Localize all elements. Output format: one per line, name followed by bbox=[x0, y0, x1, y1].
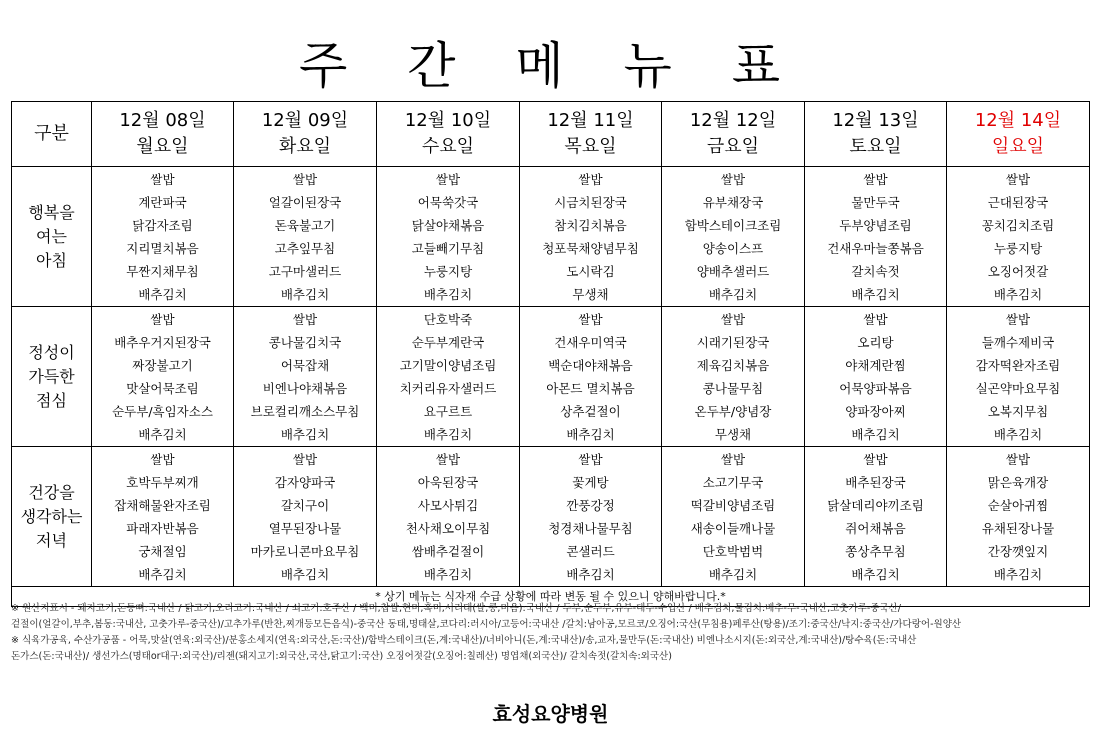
menu-item: 고기말이양념조림 bbox=[399, 358, 497, 373]
menu-item: 잡채해물완자조림 bbox=[114, 498, 211, 513]
menu-item: 청경채나물무침 bbox=[548, 521, 633, 536]
menu-item: 제육김치볶음 bbox=[696, 358, 770, 373]
menu-item: 오징어젓갈 bbox=[987, 264, 1049, 279]
origin-note-line: 겉절이(얼갈이,부추,봄동:국내산, 고춧가루-중국산)/고추가루(반찬,찌개등모든음식)-중국산 동태,명태살,코다리:러시아/고등어:국내산 /갈치:남아공,모르코/오징어:국산(무침용)페루산(탕용)/조기:중국산/낙지:중국산/가다랑어-원양산 bbox=[11, 619, 962, 630]
menu-item: 새송이들깨나물 bbox=[690, 521, 776, 536]
menu-item: 무짠지채무침 bbox=[126, 264, 199, 279]
menu-item: 배추김치 bbox=[280, 567, 330, 582]
menu-item: 상추겉절이 bbox=[560, 404, 621, 419]
menu-item: 쌀밥 bbox=[292, 452, 318, 467]
menu-item: 배추김치 bbox=[138, 287, 187, 302]
menu-item: 배추우거지된장국 bbox=[114, 335, 211, 350]
meal-label-line: 아침 bbox=[36, 250, 67, 270]
meal-label-line: 생각하는 bbox=[20, 506, 83, 526]
category-header: 구분 bbox=[12, 102, 92, 167]
menu-item: 순살아귀찜 bbox=[987, 498, 1049, 513]
menu-item: 비엔나야채볶음 bbox=[262, 381, 348, 396]
menu-item: 닭살야채볶음 bbox=[411, 218, 485, 233]
meal-label-line: 여는 bbox=[36, 226, 67, 246]
menu-item: 배추김치 bbox=[138, 427, 187, 442]
menu-item: 감자떡완자조림 bbox=[975, 358, 1061, 373]
day-weekday: 수요일 bbox=[421, 136, 475, 157]
meal-label-line: 점심 bbox=[36, 390, 67, 410]
menu-item: 열무된장나물 bbox=[268, 521, 342, 536]
menu-item: 브로컬리깨소스무침 bbox=[250, 404, 360, 419]
menu-cell bbox=[662, 307, 805, 447]
menu-item: 쌀밥 bbox=[720, 172, 746, 187]
menu-cell bbox=[947, 167, 1090, 307]
menu-item: 갈치속젓 bbox=[851, 264, 900, 279]
day-date: 12월 08일 bbox=[119, 110, 206, 131]
menu-item: 마카로니콘마요무침 bbox=[250, 544, 360, 559]
menu-item: 고들빼기무침 bbox=[411, 241, 485, 256]
day-weekday: 일요일 bbox=[991, 136, 1045, 157]
day-header bbox=[662, 102, 805, 167]
meal-label-line: 건강을 bbox=[28, 482, 75, 502]
menu-item: 돈육불고기 bbox=[274, 218, 336, 233]
menu-item: 함박스테이크조림 bbox=[684, 218, 782, 233]
day-weekday: 월요일 bbox=[136, 136, 189, 157]
menu-item: 아몬드 멸치볶음 bbox=[546, 381, 635, 396]
menu-item: 근대된장국 bbox=[987, 195, 1049, 210]
menu-item: 쌀밥 bbox=[1005, 172, 1031, 187]
menu-item: 계란파국 bbox=[138, 195, 187, 210]
menu-item: 배추김치 bbox=[280, 287, 330, 302]
menu-item: 간장깻잎지 bbox=[987, 544, 1049, 559]
origin-note-line: ※ 식육가공육, 수산가공품 - 어묵,맛살(연육:외국산)/분홍소세지(연육:외국산,돈:국산)/함박스테이크(돈,계:국내산)/너비아니(돈,계:국내산)/송,교자,물만두(돈:국내산) 비엔나소시지(돈:외국산,계:국내산)/탕수육(돈:국내산 bbox=[11, 635, 917, 646]
day-header bbox=[805, 102, 947, 167]
menu-item: 누룽지탕 bbox=[423, 264, 473, 279]
menu-item: 배추김치 bbox=[993, 287, 1043, 302]
menu-item: 닭살데리야끼조림 bbox=[827, 498, 924, 513]
page-title: 주 간 메 뉴 표 bbox=[298, 37, 803, 95]
menu-cell bbox=[520, 447, 662, 587]
meal-row bbox=[12, 167, 1090, 307]
menu-item: 천사채오이무침 bbox=[405, 521, 491, 536]
menu-item: 양파장아찌 bbox=[845, 404, 906, 419]
menu-item: 소고기무국 bbox=[702, 475, 764, 490]
menu-item: 백순대야채볶음 bbox=[548, 358, 633, 373]
menu-cell bbox=[947, 307, 1090, 447]
menu-item: 얼갈이된장국 bbox=[268, 195, 342, 210]
menu-cell bbox=[947, 447, 1090, 587]
menu-item: 순두부계란국 bbox=[411, 335, 485, 350]
menu-cell bbox=[377, 167, 520, 307]
menu-item: 고추잎무침 bbox=[274, 241, 336, 256]
menu-item: 쌀밥 bbox=[435, 452, 461, 467]
menu-item: 물만두국 bbox=[851, 195, 900, 210]
menu-item: 배추김치 bbox=[851, 567, 900, 582]
menu-item: 단호박범벅 bbox=[702, 544, 764, 559]
menu-cell bbox=[92, 167, 234, 307]
day-weekday: 화요일 bbox=[278, 136, 332, 157]
menu-item: 감자양파국 bbox=[274, 475, 336, 490]
menu-item: 어묵양파볶음 bbox=[839, 381, 912, 396]
day-date: 12월 14일 bbox=[974, 110, 1062, 131]
menu-item: 쌀밥 bbox=[863, 452, 888, 467]
meal-label-line: 저녁 bbox=[36, 530, 67, 550]
menu-item: 배추김치 bbox=[423, 567, 473, 582]
menu-cell bbox=[805, 447, 947, 587]
day-date: 12월 12일 bbox=[689, 110, 777, 131]
menu-cell bbox=[234, 167, 377, 307]
menu-item: 두부양념조림 bbox=[839, 218, 912, 233]
menu-item: 순두부/흑임자소스 bbox=[112, 404, 213, 419]
origin-notes bbox=[11, 601, 1089, 665]
weekly-menu-table bbox=[11, 101, 1090, 607]
menu-item: 콘샐러드 bbox=[566, 544, 615, 559]
menu-cell bbox=[805, 167, 947, 307]
menu-item: 유채된장나물 bbox=[981, 521, 1055, 536]
day-date: 12월 13일 bbox=[832, 110, 919, 131]
menu-item: 청포묵채양념무침 bbox=[542, 241, 639, 256]
menu-item: 고구마샐러드 bbox=[268, 264, 342, 279]
menu-cell bbox=[805, 307, 947, 447]
hospital-name: 효성요양병원 bbox=[492, 702, 609, 726]
meal-label bbox=[12, 167, 92, 307]
menu-cell bbox=[662, 447, 805, 587]
menu-item: 맛살어묵조림 bbox=[126, 381, 199, 396]
menu-item: 무생채 bbox=[572, 287, 609, 302]
menu-item: 배추김치 bbox=[851, 287, 900, 302]
day-header bbox=[377, 102, 520, 167]
day-date: 12월 11일 bbox=[547, 110, 634, 131]
menu-item: 떡갈비양념조림 bbox=[690, 498, 776, 513]
menu-item: 맑은육개장 bbox=[987, 475, 1049, 490]
menu-item: 실곤약마요무침 bbox=[975, 381, 1061, 396]
meal-label bbox=[12, 447, 92, 587]
menu-item: 쌀밥 bbox=[292, 172, 318, 187]
origin-note-line: 돈가스(돈:국내산)/ 생선가스(명태or대구:외국산)/리젠(돼지고기:외국산,국산,닭고기:국산) 오징어젓갈(오징어:칠레산) 명엽채(외국산)/ 갈치속젓(갈치속:외국산) bbox=[11, 651, 672, 662]
menu-item: 오복지무침 bbox=[987, 404, 1049, 419]
day-header bbox=[92, 102, 234, 167]
menu-item: 꽁치김치조림 bbox=[981, 218, 1055, 233]
menu-item: 콩나물무침 bbox=[702, 381, 764, 396]
menu-item: 배추김치 bbox=[708, 567, 758, 582]
menu-item: 시금치된장국 bbox=[554, 195, 627, 210]
menu-item: 배추김치 bbox=[566, 567, 615, 582]
day-weekday: 금요일 bbox=[706, 136, 760, 157]
meal-label-line: 정성이 bbox=[28, 342, 75, 362]
menu-item: 쌀밥 bbox=[292, 312, 318, 327]
menu-item: 쌀밥 bbox=[150, 452, 175, 467]
menu-cell bbox=[234, 307, 377, 447]
menu-item: 쌀밥 bbox=[863, 172, 888, 187]
menu-item: 쌀밥 bbox=[578, 172, 603, 187]
header-row bbox=[12, 102, 1090, 167]
menu-item: 오리탕 bbox=[857, 335, 894, 350]
menu-item: 무생채 bbox=[714, 427, 752, 442]
day-header bbox=[947, 102, 1090, 167]
meal-label-line: 가득한 bbox=[28, 366, 75, 386]
meal-label-line: 행복을 bbox=[28, 202, 75, 222]
menu-item: 배추김치 bbox=[566, 427, 615, 442]
origin-note-line: ※ 원산지표시 - 돼지고기,돈등뼈:국내산 / 닭고기,오리고기:국내산 / 쇠고기:호주산 / 백미,찹쌀,현미,흑미,서리태(쌀,콩,미음):국내산 / 두부,순두부,유부-대두-수입산 / 배추김치,물김치:배추-무-국내산,고춧가루-중국산/ bbox=[11, 603, 901, 614]
menu-item: 건새우마늘쫑볶음 bbox=[827, 241, 924, 256]
menu-item: 쫑상추무침 bbox=[845, 544, 906, 559]
menu-item: 야채계란찜 bbox=[845, 358, 906, 373]
menu-item: 쌀밥 bbox=[863, 312, 888, 327]
menu-item: 시래기된장국 bbox=[696, 335, 770, 350]
menu-item: 깐풍강정 bbox=[566, 498, 615, 513]
menu-cell bbox=[92, 447, 234, 587]
menu-cell bbox=[520, 307, 662, 447]
menu-item: 쥐어채볶음 bbox=[845, 521, 906, 536]
menu-item: 꽃게탕 bbox=[572, 475, 609, 490]
menu-item: 쌀밥 bbox=[720, 312, 746, 327]
menu-item: 배추김치 bbox=[851, 427, 900, 442]
menu-item: 쌀밥 bbox=[1005, 312, 1031, 327]
menu-item: 양배추샐러드 bbox=[696, 264, 770, 279]
menu-item: 궁채절임 bbox=[138, 544, 187, 559]
menu-item: 어묵쑥갓국 bbox=[417, 195, 479, 210]
menu-item: 배추김치 bbox=[993, 427, 1043, 442]
menu-item: 호박두부찌개 bbox=[126, 475, 199, 490]
menu-item: 짜장불고기 bbox=[132, 358, 193, 373]
menu-cell bbox=[377, 307, 520, 447]
table-note: * 상기 메뉴는 식자재 수급 상황에 따라 변동 될 수 있으니 양해바랍니다.* bbox=[12, 587, 1090, 607]
meal-row bbox=[12, 307, 1090, 447]
meal-row bbox=[12, 447, 1090, 587]
menu-item: 어묵잡채 bbox=[280, 358, 330, 373]
menu-item: 쌀밥 bbox=[578, 312, 603, 327]
menu-cell bbox=[234, 447, 377, 587]
menu-item: 쌀밥 bbox=[720, 452, 746, 467]
menu-item: 건새우미역국 bbox=[554, 335, 627, 350]
menu-cell bbox=[92, 307, 234, 447]
menu-item: 도시락김 bbox=[566, 264, 615, 279]
menu-cell bbox=[520, 167, 662, 307]
menu-cell bbox=[377, 447, 520, 587]
menu-item: 들깨수제비국 bbox=[981, 335, 1055, 350]
menu-item: 온두부/양념장 bbox=[694, 404, 772, 419]
menu-item: 배추김치 bbox=[423, 427, 473, 442]
menu-item: 요구르트 bbox=[423, 404, 473, 419]
menu-item: 배추된장국 bbox=[845, 475, 906, 490]
menu-item: 쌀밥 bbox=[1005, 452, 1031, 467]
menu-item: 배추김치 bbox=[138, 567, 187, 582]
menu-item: 닭감자조림 bbox=[132, 218, 193, 233]
menu-item: 지리멸치볶음 bbox=[126, 241, 199, 256]
menu-item: 참치김치볶음 bbox=[554, 218, 627, 233]
menu-item: 쌀밥 bbox=[150, 172, 175, 187]
day-weekday: 목요일 bbox=[564, 136, 617, 157]
menu-item: 배추김치 bbox=[993, 567, 1043, 582]
menu-item: 쌀밥 bbox=[435, 172, 461, 187]
day-date: 12월 10일 bbox=[404, 110, 492, 131]
menu-item: 쌀밥 bbox=[150, 312, 175, 327]
menu-item: 배추김치 bbox=[708, 287, 758, 302]
menu-item: 갈치구이 bbox=[280, 498, 330, 513]
menu-item: 사모사튀김 bbox=[417, 498, 479, 513]
menu-item: 배추김치 bbox=[280, 427, 330, 442]
menu-item: 단호박죽 bbox=[423, 312, 473, 327]
day-weekday: 토요일 bbox=[849, 136, 902, 157]
menu-item: 유부채장국 bbox=[702, 195, 764, 210]
day-header bbox=[234, 102, 377, 167]
menu-item: 파래자반볶음 bbox=[126, 521, 199, 536]
menu-item: 양송이스프 bbox=[702, 241, 764, 256]
day-header bbox=[520, 102, 662, 167]
menu-item: 치커리유자샐러드 bbox=[399, 381, 497, 396]
menu-item: 콩나물김치국 bbox=[268, 335, 342, 350]
menu-item: 쌀밥 bbox=[578, 452, 603, 467]
menu-item: 누룽지탕 bbox=[993, 241, 1043, 256]
menu-cell bbox=[662, 167, 805, 307]
menu-item: 쌈배추겉절이 bbox=[411, 544, 485, 559]
meal-label bbox=[12, 307, 92, 447]
menu-item: 배추김치 bbox=[423, 287, 473, 302]
day-date: 12월 09일 bbox=[261, 110, 349, 131]
menu-item: 아욱된장국 bbox=[417, 475, 479, 490]
